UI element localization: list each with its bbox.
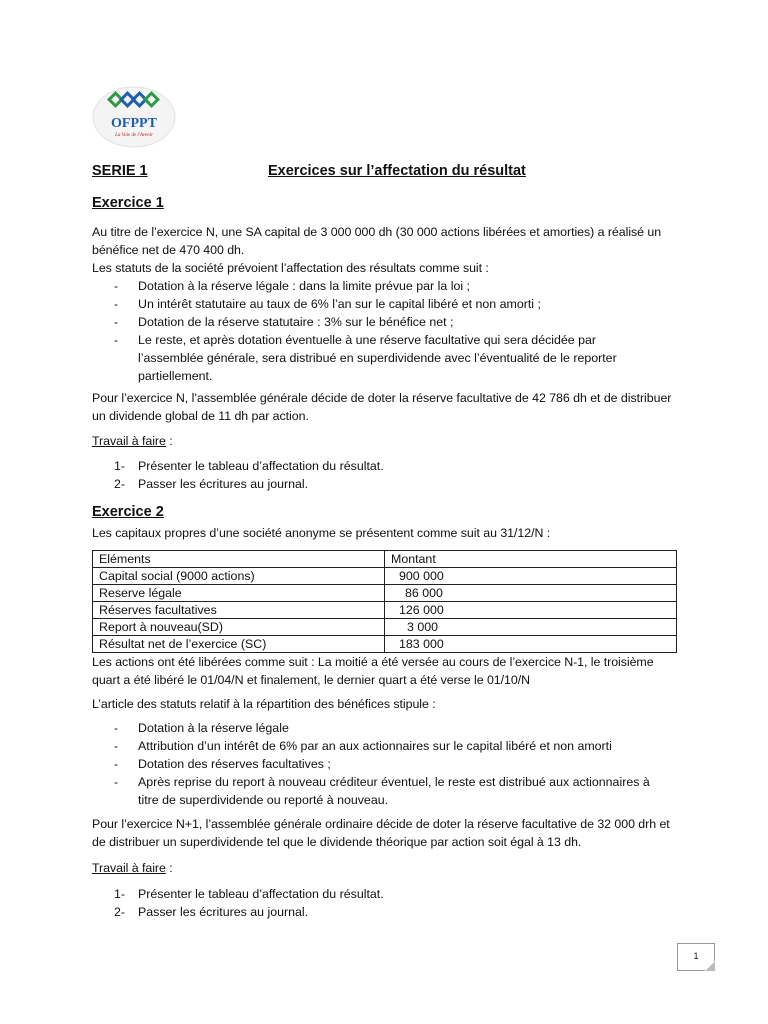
table-header-row	[93, 551, 677, 568]
list-item: 1- Présenter le tableau d’affectation du résultat.	[114, 459, 384, 473]
list-item: 2- Passer les écritures au journal.	[114, 477, 309, 491]
list-item: - Dotation de la réserve statutaire : 3% sur le bénéfice net ;	[92, 313, 652, 331]
column-header: Montant	[385, 551, 677, 568]
list-item: - Dotation à la réserve légale	[92, 719, 652, 737]
exercise-1-decision: Pour l’exercice N, l’assemblée générale décide de doter la réserve facultative de 42 786 dh et de distribuer un dividende global de 11 dh par action.	[92, 391, 672, 423]
table-row: Report à nouveau(SD) 3 000	[93, 619, 677, 636]
table-row: Capital social (9000 actions) 900 000	[93, 568, 677, 585]
exercise-1-tasks	[92, 457, 652, 493]
exercise-2-rules-list	[92, 719, 652, 809]
exercise-1-travail: Travail à faire :	[92, 434, 173, 448]
table-row: Réserves facultatives 126 000	[93, 602, 677, 619]
exercise-2-tasks	[92, 885, 652, 921]
svg-text:OFPPT: OFPPT	[111, 116, 157, 131]
list-item: 2- Passer les écritures au journal.	[114, 905, 309, 919]
list-item: - Le reste, et après dotation éventuelle à une réserve facultative qui sera décidée par l’assemblée générale, sera distribué en superdividende avec l’éventualité de le reporter partiellement.	[92, 331, 652, 385]
exercise-1-rules-list	[92, 277, 652, 385]
exercise-2-travail: Travail à faire :	[92, 861, 173, 875]
travail-label: Travail à faire	[92, 434, 166, 448]
ofppt-logo	[92, 86, 176, 148]
page-title: Exercices sur l’affectation du résultat	[268, 163, 526, 179]
exercise-2-intro: Les capitaux propres d’une société anonyme se présentent comme suit au 31/12/N :	[92, 526, 551, 540]
list-item: 1- Présenter le tableau d’affectation du résultat.	[114, 887, 384, 901]
exercise-1-intro: Au titre de l’exercice N, une SA capital de 3 000 000 dh (30 000 actions libérées et amorties) a réalisé un bénéfice net de 470 400 dh.	[92, 225, 662, 257]
exercise-2-article: L’article des statuts relatif à la répartition des bénéfices stipule :	[92, 697, 436, 711]
list-item: - Un intérêt statutaire au taux de 6% l’an sur le capital libéré et non amorti ;	[92, 295, 652, 313]
exercise-1-statuts: Les statuts de la société prévoient l’affectation des résultats comme suit :	[92, 261, 489, 275]
list-item: - Dotation à la réserve légale : dans la limite prévue par la loi ;	[92, 277, 652, 295]
list-item: - Attribution d’un intérêt de 6% par an aux actionnaires sur le capital libéré et non amorti	[92, 737, 652, 755]
list-item: - Dotation des réserves facultatives ;	[92, 755, 652, 773]
exercise-1-title: Exercice 1	[92, 195, 164, 211]
equity-table	[92, 550, 677, 653]
table-row: Reserve légale 86 000	[93, 585, 677, 602]
list-item: - Après reprise du report à nouveau créditeur éventuel, le reste est distribué aux actionnaires à titre de superdividende ou reporté à nouveau.	[92, 773, 652, 809]
page-number: 1	[677, 943, 715, 971]
page-fold-icon	[705, 961, 715, 971]
exercise-2-decision: Pour l’exercice N+1, l’assemblée générale ordinaire décide de doter la réserve facultative de 32 000 drh et de distribuer un superdividende tel que le dividende théorique par action soit égal à 13 dh.	[92, 817, 670, 849]
serie-label: SERIE 1	[92, 163, 148, 179]
exercise-2-title: Exercice 2	[92, 504, 164, 520]
column-header: Eléments	[93, 551, 385, 568]
travail-label: Travail à faire	[92, 861, 166, 875]
table-row: Résultat net de l’exercice (SC) 183 000	[93, 636, 677, 653]
exercise-2-liberation: Les actions ont été libérées comme suit : La moitié a été versée au cours de l’exercice N-1, le troisième quart a été libéré le 01/04/N et finalement, le dernier quart a été verse le 01/10/N	[92, 655, 654, 687]
svg-text:La Voie de l'Avenir: La Voie de l'Avenir	[115, 133, 153, 138]
